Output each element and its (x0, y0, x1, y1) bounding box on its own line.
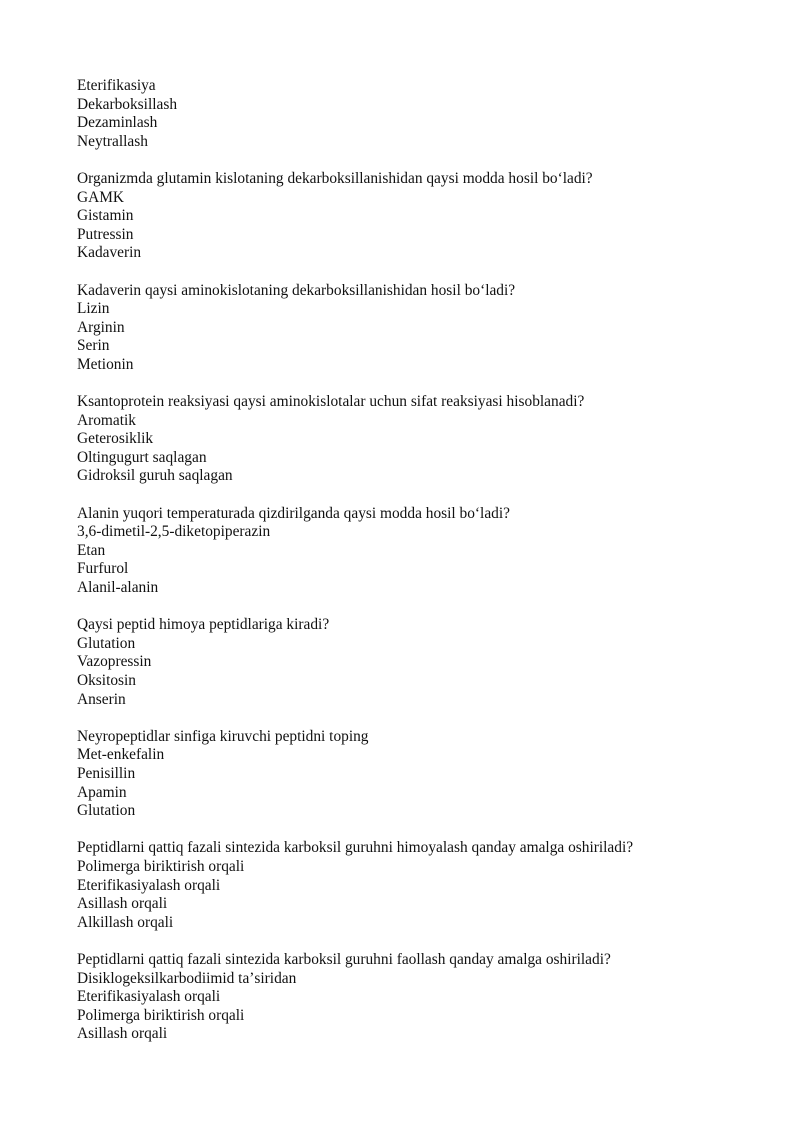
answer-option: Polimerga biriktirish orqali (77, 1006, 245, 1024)
block-spacer (77, 932, 760, 951)
question-text: Peptidlarni qattiq fazali sintezida karboksil guruhni himoyalash qanday amalga oshiriladi? (77, 839, 634, 857)
answer-option: Oksitosin (77, 672, 137, 689)
block-spacer (77, 375, 760, 394)
answer-option: Furfurol (77, 560, 129, 578)
question-block (77, 282, 760, 375)
question-block (77, 616, 760, 709)
question-block (77, 170, 760, 263)
answer-option: Eterifikasiya (77, 77, 156, 94)
answer-option: Disiklogeksilkarbodiimid taʼsiridan (77, 969, 297, 987)
answer-option: Gistamin (77, 207, 134, 225)
answer-option: Eterifikasiyalash orqali (77, 988, 221, 1006)
answer-option: Putressin (77, 225, 134, 243)
question-block (77, 839, 760, 932)
question-block (77, 951, 760, 1044)
question-block (77, 728, 760, 821)
answer-option: Aromatik (77, 411, 136, 429)
leading-options-block (77, 77, 760, 151)
answer-option: Gidroksil guruh saqlagan (77, 467, 233, 485)
answer-option: Asillash orqali (77, 895, 168, 913)
answer-option: 3,6-dimetil-2,5-diketopiperazin (77, 523, 271, 541)
answer-option: Eterifikasiyalash orqali (77, 876, 221, 894)
answer-option: Glutation (77, 802, 136, 820)
answer-option: Lizin (77, 300, 110, 318)
answer-option: GAMK (77, 188, 125, 206)
answer-option: Penisillin (77, 764, 136, 782)
block-spacer (77, 151, 760, 170)
answer-option: Neytrallash (77, 132, 148, 150)
question-text: Organizmda glutamin kislotaning dekarboksillanishidan qaysi modda hosil boʻladi? (77, 169, 593, 187)
question-text: Peptidlarni qattiq fazali sintezida karboksil guruhni faollash qanday amalga oshiriladi? (77, 950, 611, 968)
answer-option: Etan (77, 541, 106, 559)
block-spacer (77, 598, 760, 617)
answer-option: Polimerga biriktirish orqali (77, 857, 245, 875)
block-spacer (77, 263, 760, 282)
answer-option: Asillash orqali (77, 1025, 168, 1043)
answer-option: Dezaminlash (77, 114, 158, 132)
block-spacer (77, 709, 760, 728)
answer-option: Glutation (77, 634, 136, 652)
answer-option: Apamin (77, 783, 127, 801)
answer-option: Vazopressin (77, 653, 152, 671)
question-text: Qaysi peptid himoya peptidlariga kiradi? (77, 616, 330, 634)
question-text: Neyropeptidlar sinfiga kiruvchi peptidni toping (77, 727, 369, 745)
question-block (77, 393, 760, 486)
question-text: Kadaverin qaysi aminokislotaning dekarboksillanishidan hosil boʻladi? (77, 281, 516, 299)
answer-option: Dekarboksillash (77, 95, 178, 113)
answer-option: Kadaverin (77, 244, 142, 262)
question-text: Ksantoprotein reaksiyasi qaysi aminokislotalar uchun sifat reaksiyasi hisoblanadi? (77, 393, 585, 411)
answer-option: Alanil-alanin (77, 579, 159, 597)
block-spacer (77, 821, 760, 840)
answer-option: Geterosiklik (77, 430, 154, 448)
answer-option: Arginin (77, 318, 125, 336)
answer-option: Serin (77, 337, 110, 355)
answer-option: Oltingugurt saqlagan (77, 448, 207, 466)
block-spacer (77, 486, 760, 505)
answer-option: Met-enkefalin (77, 746, 165, 764)
question-text: Alanin yuqori temperaturada qizdirilganda qaysi modda hosil boʻladi? (77, 504, 510, 522)
answer-option: Anserin (77, 690, 126, 708)
document-content (77, 77, 760, 1044)
question-block (77, 505, 760, 598)
answer-option: Metionin (77, 355, 134, 373)
answer-option: Alkillash orqali (77, 913, 174, 931)
